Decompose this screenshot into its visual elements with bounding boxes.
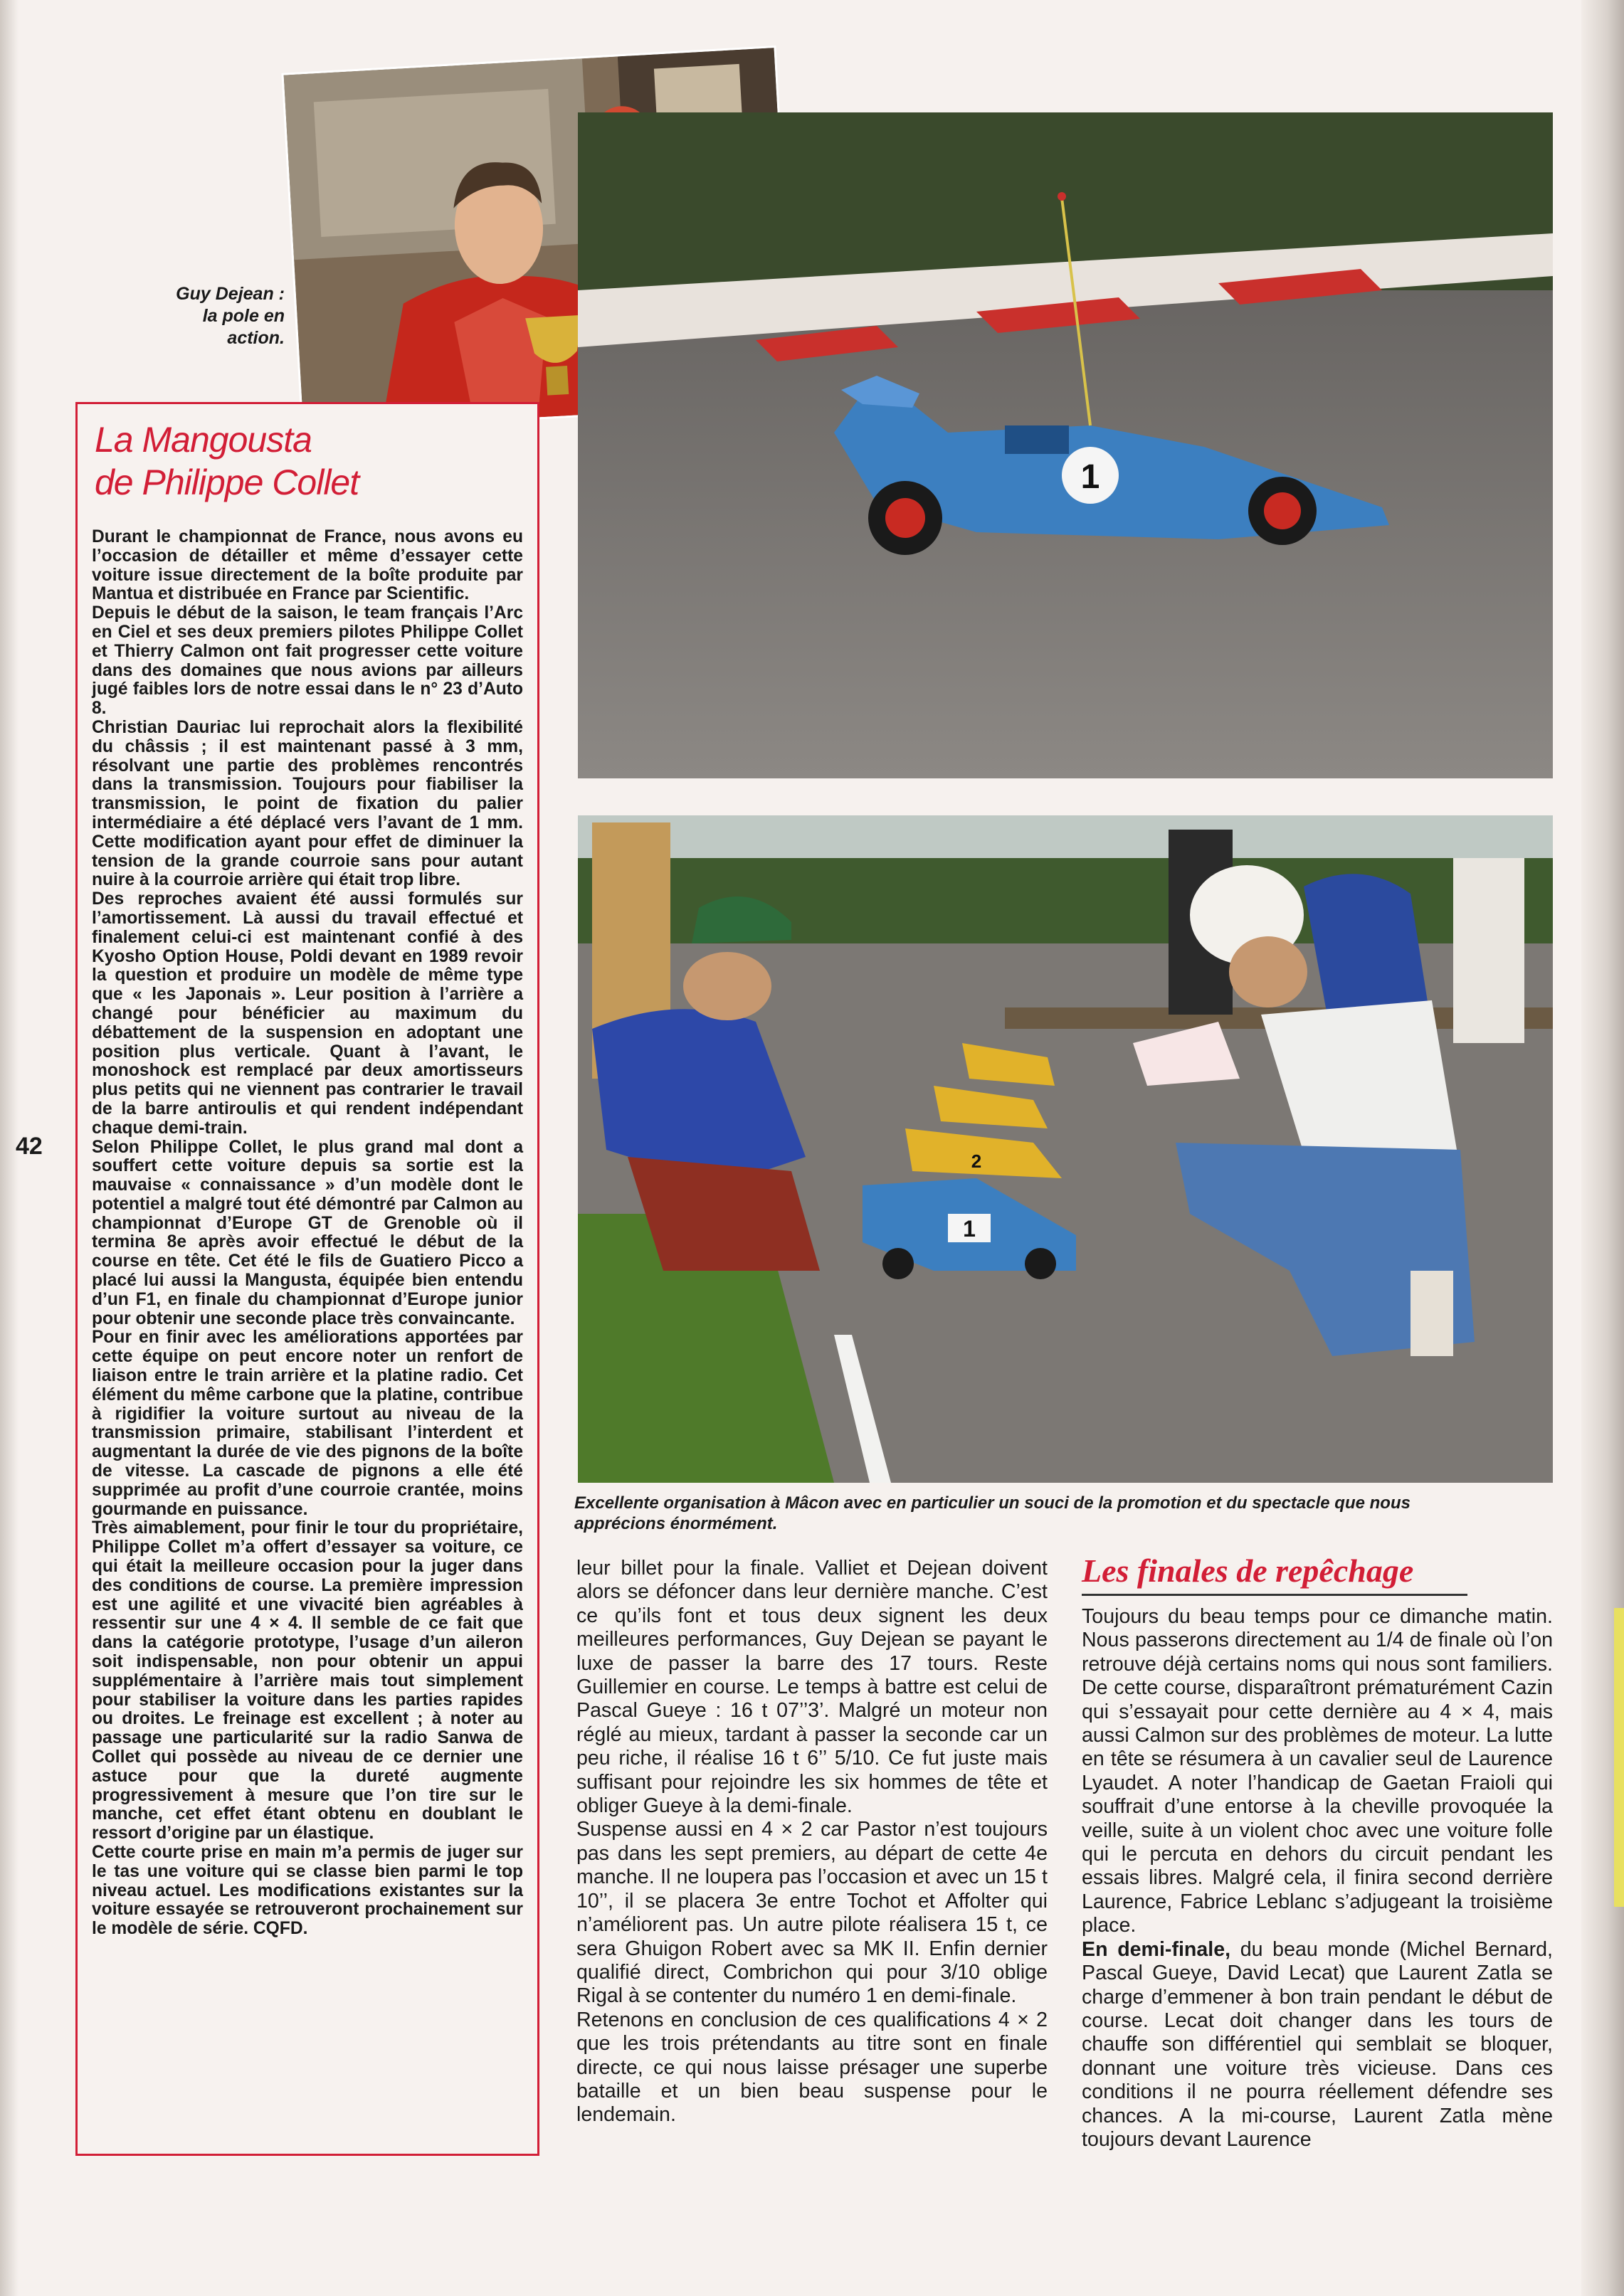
photo-racing-car bbox=[578, 112, 1553, 778]
article-paragraph: leur billet pour la finale. Valliet et Dejean doivent alors se défoncer dans leur dernière manche. C’est ce qu’ils font et tous deux signent les deux meilleures performances, Guy Dejean se payant le luxe de passer la barre des 17 tours. Reste Guillemier en course. Le temps à battre est celui de Pascal Gueye : 16 t 07’’3’. Malgré un moteur non réglé au mieux, tardant à passer la seconde car un peu riche, il réalise 16 t 6’’ 5/10. Ce fut juste mais suffisant pour rejoindre les six hommes de tête et obliger Gueye à la demi-finale. bbox=[576, 1557, 1048, 1818]
sidebar-paragraph: Pour en finir avec les améliorations apportées par cette équipe on peut encore noter un renfort de liaison entre le train arrière et la platine radio. Cet élément du même carbone que la platine, contribue à rigidifier la voiture surtout au niveau de la transmission primaire, stabilisant l’interdent et augmentant la durée de vie des pignons de la boîte de vitesse. La cascade de pignons a elle été supprimée au profit d’une courroie crantée, moins gourmande en puissance. bbox=[92, 1328, 523, 1519]
caption-line: Guy Dejean : bbox=[176, 284, 285, 304]
sidebar-box bbox=[75, 402, 539, 2156]
car-number: 1 bbox=[1080, 458, 1100, 496]
article-column-middle bbox=[576, 1557, 1048, 2127]
next-page-edge bbox=[1614, 1608, 1624, 1907]
photo-caption-starting-grid: Excellente organisation à Mâcon avec en particulier un souci de la promotion et du spectacle que nous apprécions énormément. bbox=[574, 1493, 1411, 1533]
caption-line: action. bbox=[227, 328, 285, 348]
article-paragraph bbox=[1082, 1938, 1553, 2152]
photo-caption-guy-dejean bbox=[142, 283, 285, 349]
grid-car-number: 1 bbox=[963, 1216, 976, 1242]
sidebar-title-line: La Mangousta bbox=[95, 420, 312, 460]
section-heading: Les finales de repêchage bbox=[1082, 1551, 1467, 1596]
grid-car-number: 2 bbox=[971, 1150, 982, 1172]
sidebar-paragraph: Christian Dauriac lui reprochait alors la flexibilité du châssis ; il est maintenant passé à 3 mm, résolvant une partie des problèmes rencontrés dans la transmission. Toujours pour fiabiliser la transmission, le point de fixation du palier intermédiaire a été déplacé vers l’avant de 1 mm. Cette modification ayant pour effet de diminuer la tension de la grande courroie sans pour autant nuire à la courroie arrière qui était trop libre. bbox=[92, 717, 523, 890]
sidebar-paragraph: Des reproches avaient été aussi formulés sur l’amortissement. Là aussi du travail effectué et finalement celui-ci est maintenant confié à des Kyosho Option House, Poldi devant en 1989 revoir la question et produire un modèle de même type que « les Japonais ». Leur position à l’arrière a changé pour bénéficier au maximum du débattement de la suspension en adoptant une position plus verticale. Quant à l’avant, le monoshock est remplacé par deux amortisseurs plus petits qui ne viennent pas contrarier le travail de la barre antiroulis et qui rendent indépendant chaque demi-train. bbox=[92, 889, 523, 1138]
sidebar-body bbox=[92, 528, 523, 1939]
sidebar-paragraph: Durant le championnat de France, nous avons eu l’occasion de détailler et même d’essayer cette voiture issue directement de la boîte produite par Mantua et distribuée en France par Scientific. bbox=[92, 527, 523, 604]
page-number: 42 bbox=[16, 1133, 43, 1160]
page-edge bbox=[1581, 0, 1624, 2296]
article-paragraph: Toujours du beau temps pour ce dimanche matin. Nous passerons directement au 1/4 de finale où l’on retrouve déjà certains noms qui nous sont familiers. De cette course, disparaîtront prématurément Cazin qui s’essayait pour cette dernière au 4 × 4, mais aussi Calmon sur des problèmes de moteur. La lutte en tête se résumera à un cavalier seul de Laurence Lyaudet. A noter l’handicap de Gaetan Fraioli qui souffrait d’une entorse à la cheville provoquée la veille, suite à un violent choc avec une voiture folle qui le percuta en dehors du circuit pendant les essais libres. Malgré cela, il finira second derrière Laurence, Fabrice Leblanc s’adjugeant la troisième place. bbox=[1082, 1605, 1553, 1937]
article-paragraph: Suspense aussi en 4 × 2 car Pastor n’est toujours pas dans les sept premiers, au départ de cette 4e manche. Il ne loupera pas l’occasion et avec un 15 t 10’’, il se placera 3e entre Tochot et Affolter qui n’améliorent pas. Un autre pilote réalisera 15 t, ce sera Ghuigon Robert avec sa MK II. Enfin dernier qualifié direct, Combrichon qui pour 3/10 oblige Rigal à se contenter du numéro 1 en demi-finale. bbox=[576, 1818, 1048, 2008]
article-column-right bbox=[1082, 1605, 1553, 2152]
article-paragraph: Retenons en conclusion de ces qualifications 4 × 2 que les trois prétendants au titre sont en finale directe, ce qui nous laisse présager une superbe bataille et un bien beau suspense pour le lendemain. bbox=[576, 2008, 1048, 2127]
paragraph-text: du beau monde (Michel Bernard, Pascal Gueye, David Lecat) que Laurent Zatla se charge d’emmener à bon train pendant le début de course. Lecat doit changer dans les tours de chauffe son différentiel qui semblait se bloquer, donnant une voiture très vicieuse. Dans ces conditions il ne pourra réellement défendre ses chances. A la mi-course, Laurent Zatla mène toujours devant Laurence bbox=[1082, 1937, 1553, 2151]
sidebar-paragraph: Très aimablement, pour finir le tour du propriétaire, Philippe Collet m’a offert d’essayer sa voiture, ce qui était la meilleure occasion pour la juger dans des conditions de course. La première impression est une agilité et une vivacité bien agréables à ressentir sur une 4 × 4. Il semble de ce fait que dans la catégorie prototype, l’usage d’un aileron soit indispensable, non pour obtenir un appui supplémentaire à l’arrière mais tout simplement pour stabiliser la voiture dans les parties rapides ou droites. Le freinage est excellent ; à noter au passage une particularité sur la radio Sanwa de Collet qui possède au niveau de ce dernier une astuce pour que la dureté augmente progressivement à mesure que l’on tire sur le manche, cet effet étant obtenu en doublant le ressort d’origine par un élastique. bbox=[92, 1518, 523, 1843]
photo-starting-grid bbox=[578, 815, 1553, 1483]
sidebar-paragraph: Depuis le début de la saison, le team français l’Arc en Ciel et ses deux premiers pilotes Philippe Collet et Thierry Calmon ont fait progresser cette voiture dans des domaines que nous avions par ailleurs jugé faibles lors de notre essai dans le n° 23 d’Auto 8. bbox=[92, 603, 523, 719]
sidebar-title-line: de Philippe Collet bbox=[95, 462, 359, 502]
caption-line: la pole en bbox=[202, 306, 285, 326]
paragraph-lead-in: En demi-finale, bbox=[1082, 1937, 1231, 1961]
sidebar-title bbox=[95, 418, 465, 504]
sidebar-paragraph: Selon Philippe Collet, le plus grand mal dont a souffert cette voiture depuis sa sortie est la mauvaise « connaissance » d’un modèle dont le potentiel a malgré tout été démontré par Calmon au championnat d’Europe GT de Grenoble où il termina 8e après avoir effectué le début de la course en tête. Cet été le fils de Guatiero Picco a placé lui aussi la Mangusta, équipée bien entendu d’un F1, en finale du championnat d’Europe junior pour obtenir une seconde place très convaincante. bbox=[92, 1137, 523, 1328]
sidebar-paragraph: Cette courte prise en main m’a permis de juger sur le tas une voiture qui se classe bien parmi le top niveau actuel. Les modifications existantes sur la voiture essayée se retrouveront prochainement sur le modèle de série. CQFD. bbox=[92, 1842, 523, 1939]
